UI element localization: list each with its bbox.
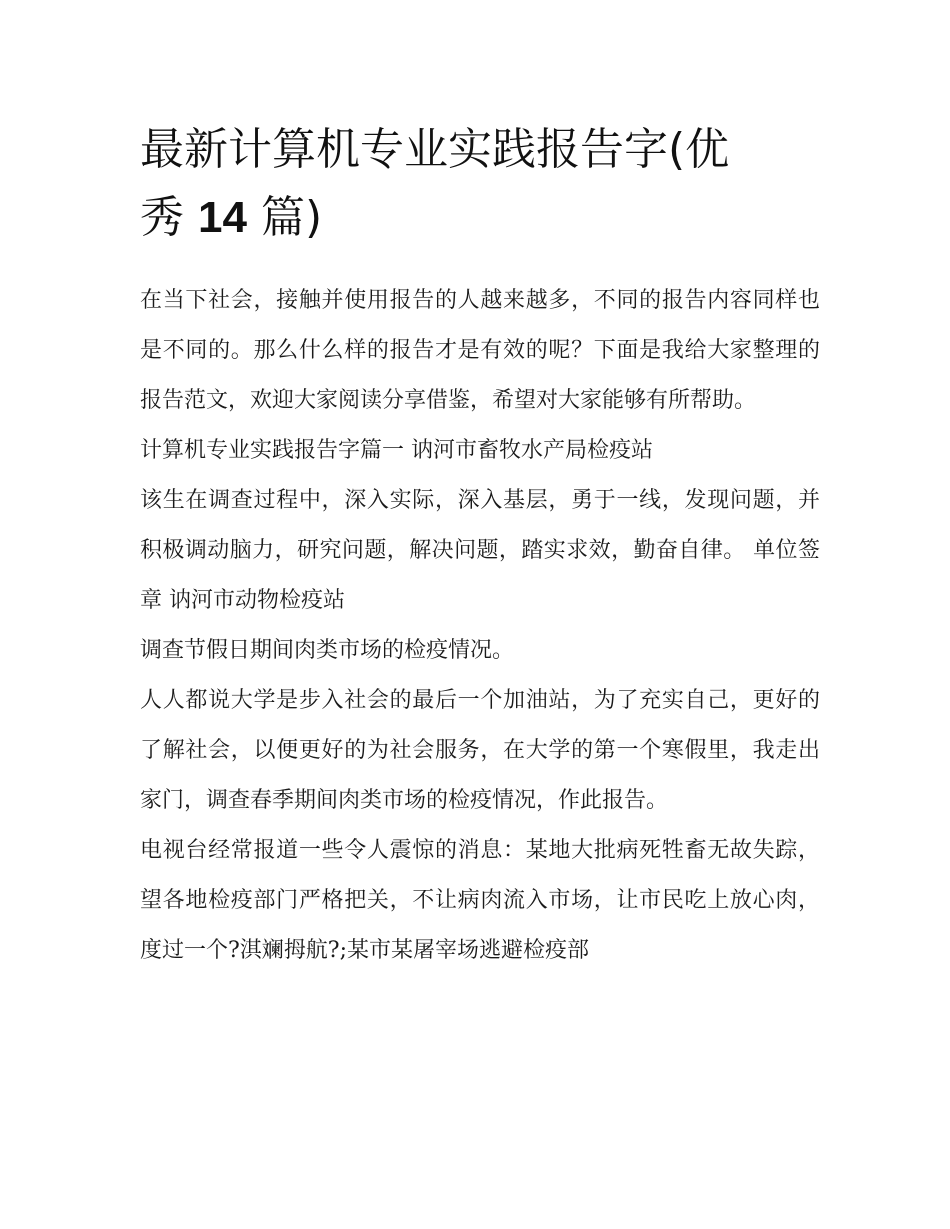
- paragraph-background: 电视台经常报道一些令人震惊的消息：某地大批病死牲畜无故失踪，望各地检疫部门严格把关，不让病肉流入市场，让市民吃上放心肉，度过一个?淇斓拇航?;某市某屠宰场逃避检疫部: [140, 838, 820, 963]
- paragraph-topic: 调查节假日期间肉类市场的检疫情况。: [140, 638, 515, 663]
- paragraph-motivation: 人人都说大学是步入社会的最后一个加油站，为了充实自己，更好的了解社会，以便更好的为社会服务，在大学的第一个寒假里，我走出家门，调查春季期间肉类市场的检疫情况，作此报告。: [140, 688, 820, 813]
- document-body: [140, 276, 820, 976]
- title-line-2-number: 14: [198, 193, 247, 242]
- paragraph-intro: 在当下社会，接触并使用报告的人越来越多，不同的报告内容同样也是不同的。那么什么样的报告才是有效的呢？下面是我给大家整理的报告范文，欢迎大家阅读分享借鉴，希望对大家能够有所帮助。: [140, 288, 820, 413]
- title-line-2-prefix: 秀: [140, 192, 184, 243]
- document-title: [140, 116, 820, 252]
- title-line-2-suffix: 篇): [260, 192, 323, 243]
- paragraph-evaluation: 该生在调查过程中，深入实际，深入基层，勇于一线，发现问题，并积极调动脑力，研究问题，解决问题，踏实求效，勤奋自律。 单位签章 讷河市动物检疫站: [140, 488, 820, 613]
- paragraph-section-heading: 计算机专业实践报告字篇一 讷河市畜牧水产局检疫站: [140, 438, 653, 463]
- title-line-1: 最新计算机专业实践报告字(优: [140, 124, 730, 175]
